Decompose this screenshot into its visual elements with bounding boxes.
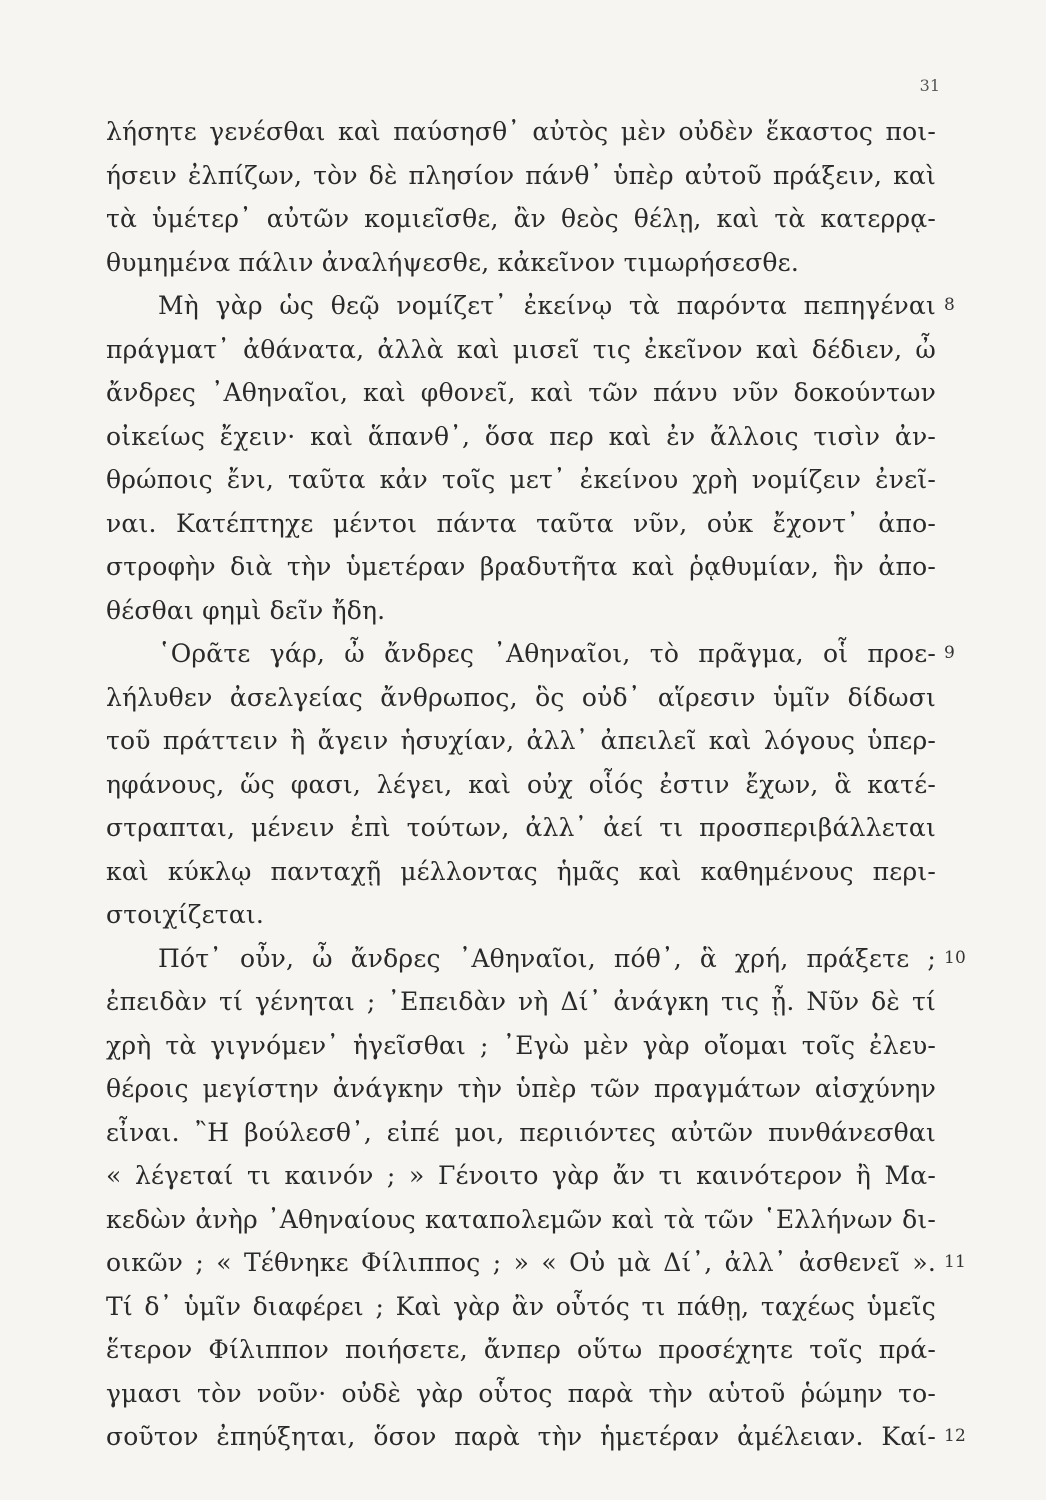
text-body xyxy=(106,110,967,1459)
line-text: στραπται, μένειν ἐπὶ τούτων, ἀλλ᾽ ἀεί τι προσπεριβάλλεται xyxy=(106,813,936,842)
text-line xyxy=(106,415,936,459)
line-text: ἐπειδὰν τί γένηται ; ᾿Επειδὰν νὴ Δί᾽ ἀνάγκη τις ᾖ. Νῦν δὲ τί xyxy=(106,987,936,1016)
text-line xyxy=(106,197,936,241)
text-line xyxy=(106,1241,967,1285)
section-number: 11 xyxy=(944,1252,967,1272)
line-text: καὶ κύκλῳ πανταχῇ μέλλοντας ἡμᾶς καὶ καθημένους περι- xyxy=(106,856,936,886)
text-line xyxy=(106,110,936,154)
text-line xyxy=(106,371,936,415)
text-line xyxy=(106,937,967,981)
text-line xyxy=(106,458,936,502)
text-line xyxy=(106,154,936,198)
text-line xyxy=(106,1024,936,1068)
line-text: στοιχίζεται. xyxy=(106,900,265,929)
text-line xyxy=(106,1111,936,1155)
section-number: 9 xyxy=(944,643,956,663)
text-line xyxy=(106,241,936,285)
line-text: ναι. Κατέπτηχε μέντοι πάντα ταῦτα νῦν, οὐκ ἔχοντ᾽ ἀπο- xyxy=(106,508,936,538)
text-line xyxy=(106,632,956,676)
text-line xyxy=(106,284,956,328)
section-number: 10 xyxy=(944,947,967,968)
line-text: θέροις μεγίστην ἀνάγκην τὴν ὑπὲρ τῶν πραγμάτων αἰσχύνην xyxy=(106,1074,936,1103)
line-text: θέσθαι φημὶ δεῖν ἤδη. xyxy=(106,595,386,625)
line-text: εἶναι. ῍Η βούλεσθ᾽, εἰπέ μοι, περιιόντες αὐτῶν πυνθάνεσθαι xyxy=(106,1117,936,1147)
text-line xyxy=(106,1415,967,1459)
line-text: ἄνδρες ᾿Αθηναῖοι, καὶ φθονεῖ, καὶ τῶν πάνυ νῦν δοκούντων xyxy=(106,378,936,407)
line-text: ἕτερον Φίλιππον ποιήσετε, ἄνπερ οὕτω προσέχητε τοῖς πρά- xyxy=(106,1335,936,1364)
line-text: λήλυθεν ἀσελγείας ἄνθρωπος, ὃς οὐδ᾽ αἵρεσιν ὑμῖν δίδωσι xyxy=(106,682,936,712)
line-text: πράγματ᾽ ἀθάνατα, ἀλλὰ καὶ μισεῖ τις ἐκεῖνον καὶ δέδιεν, ὦ xyxy=(106,334,936,364)
text-line xyxy=(106,589,936,633)
line-text: σοῦτον ἐπηύξηται, ὅσον παρὰ τὴν ἡμετέραν ἀμέλειαν. Καί- xyxy=(106,1422,936,1451)
page-number: 31 xyxy=(919,76,940,95)
line-text: ήσειν ἐλπίζων, τὸν δὲ πλησίον πάνθ᾽ ὑπὲρ αὐτοῦ πράξειν, καὶ xyxy=(106,160,936,190)
text-line xyxy=(106,328,936,372)
line-text: « λέγεταί τι καινόν ; » Γένοιτο γὰρ ἄν τι καινότερον ἢ Μα- xyxy=(106,1161,936,1190)
text-line xyxy=(106,806,936,850)
text-line xyxy=(106,1372,936,1416)
text-line xyxy=(106,1067,936,1111)
line-text: οἰκείως ἔχειν· καὶ ἅπανθ᾽, ὅσα περ καὶ ἐν ἄλλοις τισὶν ἀν- xyxy=(106,421,936,451)
text-line xyxy=(106,980,936,1024)
text-line xyxy=(106,1154,936,1198)
line-text: λήσητε γενέσθαι καὶ παύσησθ᾽ αὐτὸς μὲν οὐδὲν ἕκαστος ποι- xyxy=(106,117,936,146)
text-line xyxy=(106,1285,936,1329)
line-text: θυμημένα πάλιν ἀναλήψεσθε, κἀκεῖνον τιμωρήσεσθε. xyxy=(106,247,799,277)
text-line xyxy=(106,893,936,937)
line-text: κεδὼν ἀνὴρ ᾿Αθηναίους καταπολεμῶν καὶ τὰ τῶν ῾Ελλήνων δι- xyxy=(106,1204,936,1234)
text-line xyxy=(106,719,936,763)
line-text: Τί δ᾽ ὑμῖν διαφέρει ; Καὶ γὰρ ἂν οὗτός τι πάθῃ, ταχέως ὑμεῖς xyxy=(106,1291,936,1321)
line-text: θρώποις ἔνι, ταῦτα κἀν τοῖς μετ᾽ ἐκείνου χρὴ νομίζειν ἐνεῖ- xyxy=(106,465,936,494)
line-text: τὰ ὑμέτερ᾽ αὐτῶν κομιεῖσθε, ἂν θεὸς θέλῃ, καὶ τὰ κατερρᾳ- xyxy=(106,204,936,233)
section-number: 8 xyxy=(944,295,956,315)
text-line xyxy=(106,545,936,589)
line-text: γμασι τὸν νοῦν· οὐδὲ γὰρ οὗτος παρὰ τὴν αὑτοῦ ῥώμην το- xyxy=(106,1378,936,1408)
text-line xyxy=(106,676,936,720)
line-text: στροφὴν διὰ τὴν ὑμετέραν βραδυτῆτα καὶ ῥᾳθυμίαν, ἣν ἀπο- xyxy=(106,552,936,581)
line-text: ηφάνους, ὥς φασι, λέγει, καὶ οὐχ οἷός ἐστιν ἔχων, ἃ κατέ- xyxy=(106,769,936,799)
line-text: Πότ᾽ οὖν, ὦ ἄνδρες ᾿Αθηναῖοι, πόθ᾽, ἃ χρή, πράξετε ; xyxy=(158,943,936,973)
line-text: τοῦ πράττειν ἢ ἄγειν ἡσυχίαν, ἀλλ᾽ ἀπειλεῖ καὶ λόγους ὑπερ- xyxy=(106,726,936,755)
section-number: 12 xyxy=(944,1426,967,1446)
line-text: χρὴ τὰ γιγνόμεν᾽ ἡγεῖσθαι ; ᾿Εγὼ μὲν γὰρ οἴομαι τοῖς ἐλευ- xyxy=(106,1030,936,1060)
text-line xyxy=(106,850,936,894)
text-line xyxy=(106,1198,936,1242)
line-text: οικῶν ; « Τέθνηκε Φίλιππος ; » « Οὐ μὰ Δί᾽, ἀλλ᾽ ἀσθενεῖ ». xyxy=(106,1248,936,1277)
text-line xyxy=(106,763,936,807)
line-text: Μὴ γὰρ ὡς θεῷ νομίζετ᾽ ἐκείνῳ τὰ παρόντα πεπηγέναι xyxy=(158,291,936,320)
text-line xyxy=(106,502,936,546)
text-line xyxy=(106,1328,936,1372)
line-text: ῾Ορᾶτε γάρ, ὦ ἄνδρες ᾿Αθηναῖοι, τὸ πρᾶγμα, οἷ προε- xyxy=(158,639,936,668)
